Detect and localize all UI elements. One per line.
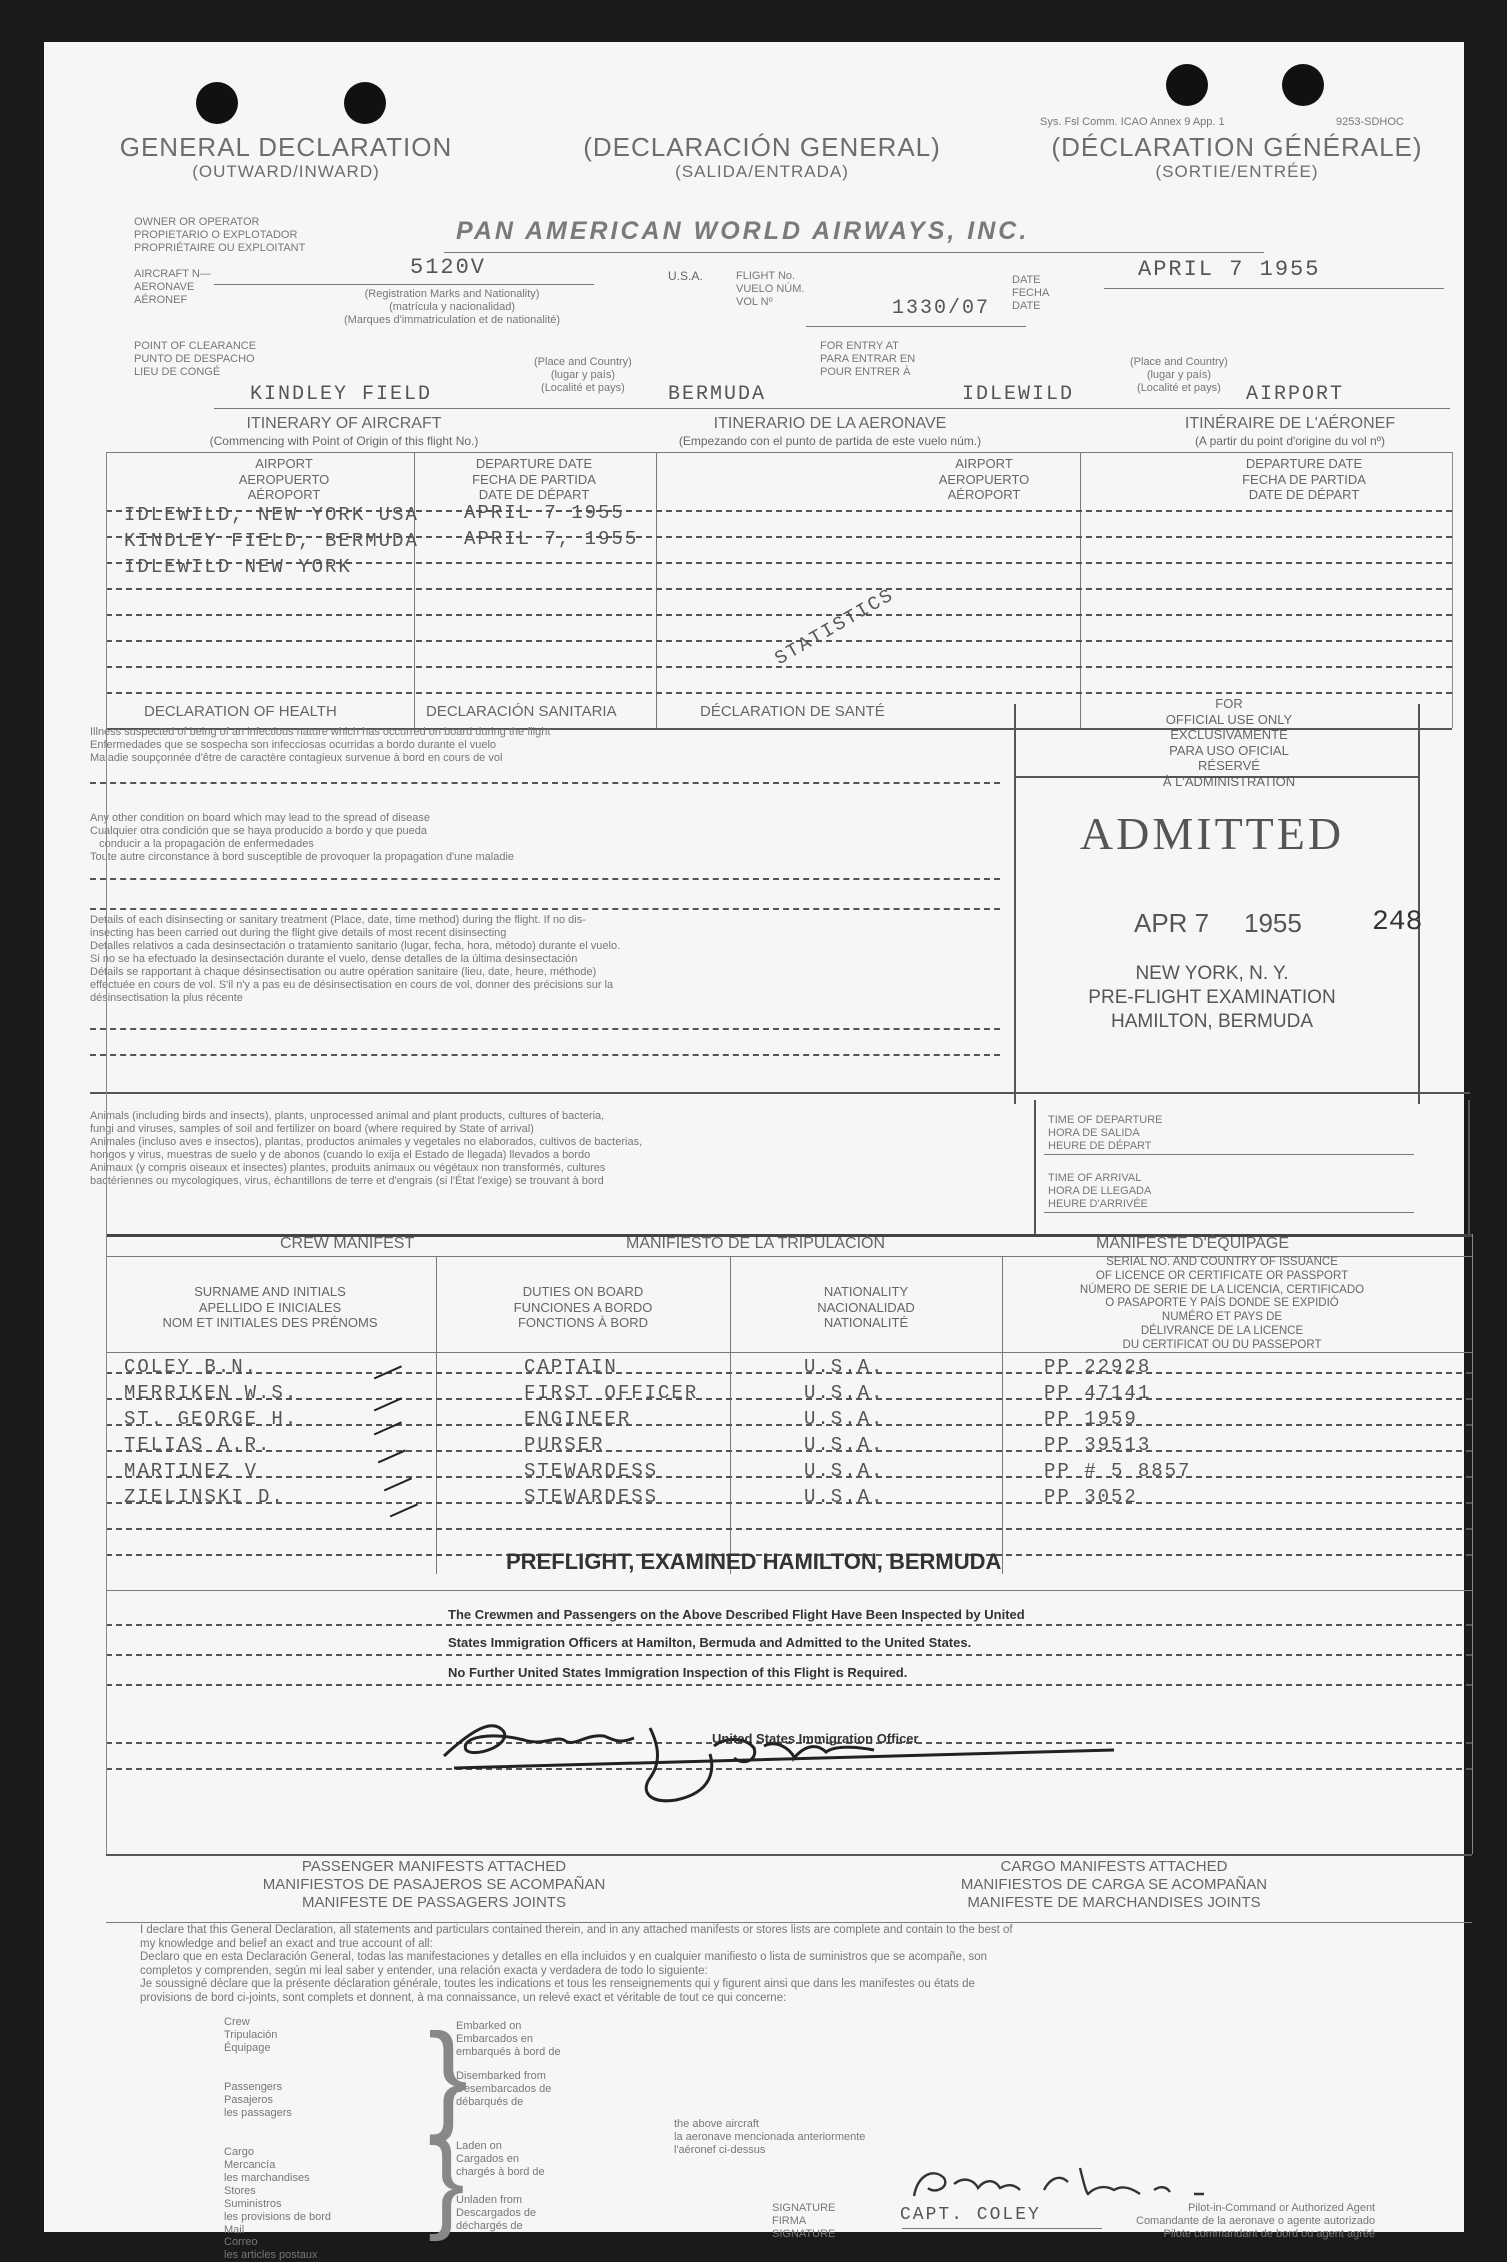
preflight-line-2: States Immigration Officers at Hamilton, Bermuda and Admitted to the United States.	[448, 1635, 972, 1650]
crew-document: PP 1959	[1044, 1408, 1138, 1430]
aircraft-country: U.S.A.	[668, 269, 703, 283]
crew-duty: STEWARDESS	[524, 1486, 659, 1508]
declaration-brace: }	[428, 2119, 465, 2242]
admitted-stamp-location: HAMILTON, BERMUDA	[1111, 1011, 1313, 1032]
preflight-line-3: No Further United States Immigration Inspection of this Flight is Required.	[448, 1665, 908, 1680]
registration-note: (Registration Marks and Nationality) (matrícula y nacionalidad) (Marques d'immatriculation et de nationalité)	[344, 288, 561, 326]
itinerary-row-airport: KINDLEY FIELD, BERMUDA	[124, 530, 419, 552]
itinerary-row-date: APRIL 7, 1955	[464, 528, 639, 550]
col-airport: AIRPORT AEROPUERTO AÉROPORT	[938, 456, 1030, 503]
admitted-stamp-date: APR 7	[1134, 908, 1210, 938]
punch-hole	[344, 82, 386, 124]
col-duties: DUTIES ON BOARD FUNCIONES A BORDO FONCTIONS À BORD	[513, 1284, 653, 1331]
passenger-manifests: PASSENGER MANIFESTS ATTACHED MANIFIESTOS DE PASAJEROS SE ACOMPAÑAN MANIFESTE DE PASSAGERS JOINTS	[262, 1858, 606, 1911]
col-departure: DEPARTURE DATE FECHA DE PARTIDA DATE DE DÉPART	[1242, 456, 1366, 503]
col-licence: SERIAL NO. AND COUNTRY OF ISSUANCE OF LICENCE OR CERTIFICATE OR PASSPORT NÚMERO DE SERIE DE LA LICENCIA, CERTIFICADO O PASAPORTE Y PAÍS DONDE SE EXPIDIÓ NUMÉRO ET PAYS DE DÉLIVRANCE DE LA LICENCE DU CERTIFICAT OU DU PASSEPORT	[1079, 1256, 1365, 1351]
disembarked-label: Disembarked from Desembarcados de débarqués de	[456, 2070, 552, 2108]
cargo-manifests: CARGO MANIFESTS ATTACHED MANIFIESTOS DE CARGA SE ACOMPAÑAN MANIFESTE DE MARCHANDISES JOINTS	[960, 1858, 1268, 1911]
crew-name: COLEY B.N.	[124, 1356, 259, 1378]
owner-label: OWNER OR OPERATOR PROPIETARIO O EXPLOTADOR PROPRIÉTAIRE OU EXPLOITANT	[134, 216, 306, 254]
clearance-place: KINDLEY FIELD	[250, 383, 433, 406]
date-label: DATE FECHA DATE	[1012, 274, 1050, 312]
embarked-label: Embarked on Embarcados en embarqués à bord de	[456, 2020, 561, 2058]
check-mark	[368, 1353, 402, 1380]
col-nationality: NATIONALITY NACIONALIDAD NATIONALITÉ	[817, 1284, 915, 1331]
admitted-stamp-preflight: PRE-FLIGHT EXAMINATION	[1088, 987, 1336, 1008]
flight-date: APRIL 7 1955	[1138, 257, 1321, 282]
title-spanish: (DECLARACIÓN GENERAL) (SALIDA/ENTRADA)	[583, 132, 941, 182]
crew-duty: STEWARDESS	[524, 1460, 659, 1482]
flight-number: 1330/07	[892, 297, 991, 320]
crew-name: ZIELINSKI D.	[124, 1486, 285, 1508]
crew-document: PP 22928	[1044, 1356, 1152, 1378]
col-airport: AIRPORT AEROPUERTO AÉROPORT	[238, 456, 330, 503]
crew-document: PP 47141	[1044, 1382, 1152, 1404]
preflight-line-1: The Crewmen and Passengers on the Above Described Flight Have Been Inspected by United	[448, 1607, 1025, 1622]
time-of-arrival: TIME OF ARRIVAL HORA DE LLEGADA HEURE D'ARRIVÉE	[1048, 1172, 1152, 1210]
immigration-officer-signature	[414, 1688, 1134, 1818]
itinerary-row-airport: IDLEWILD NEW YORK	[124, 556, 352, 578]
declaration-form	[44, 42, 1464, 2262]
laden-label: Laden on Cargados en chargés à bord de	[456, 2140, 545, 2178]
captain-signature-name: CAPT. COLEY	[900, 2205, 1041, 2225]
crew-name: MARTINEZ V	[124, 1460, 259, 1482]
owner-value: PAN AMERICAN WORLD AIRWAYS, INC.	[456, 217, 1030, 245]
col-name: SURNAME AND INITIALS APELLIDO E INICIALES NOM ET INITIALES DES PRÉNOMS	[162, 1284, 378, 1331]
entry-label: FOR ENTRY AT PARA ENTRAR EN POUR ENTRER À	[820, 340, 916, 378]
crew-document: PP 39513	[1044, 1434, 1152, 1456]
check-mark	[372, 1437, 406, 1464]
punch-hole	[196, 82, 238, 124]
itinerary-heading-en: ITINERARY OF AIRCRAFT (Commencing with Point of Origin of this flight No.)	[209, 415, 479, 449]
punch-hole	[1282, 64, 1324, 106]
health-conditions: Any other condition on board which may lead to the spread of disease Cualquier otra condición que se haya producido a bordo y que pueda conducir a la propagación de enfermedades Toute autre circonstance à bord susceptible de provoquer la propagation d'une maladie	[90, 812, 515, 863]
clearance-label: POINT OF CLEARANCE PUNTO DE DESPACHO LIEU DE CONGÉ	[134, 340, 257, 378]
aircraft-label: AIRCRAFT N— AERONAVE AÉRONEF	[134, 268, 211, 306]
crew-duty: FIRST OFFICER	[524, 1382, 699, 1404]
entry-place-note: (Place and Country) (lugar y país) (Localité et pays)	[1130, 356, 1228, 394]
crew-duty: CAPTAIN	[524, 1356, 618, 1378]
title-french: (DÉCLARATION GÉNÉRALE) (SORTIE/ENTRÉE)	[1051, 132, 1423, 182]
check-mark	[384, 1491, 418, 1518]
crew-heading-en: CREW MANIFEST	[280, 1235, 415, 1252]
crew-nationality: U.S.A.	[804, 1408, 885, 1430]
statistics-stamp: STATISTICS	[771, 583, 899, 670]
check-mark	[368, 1385, 402, 1412]
time-of-departure: TIME OF DEPARTURE HORA DE SALIDA HEURE DE DÉPART	[1048, 1114, 1163, 1152]
aircraft-reference: the above aircraft la aeronave mencionada anteriormente l'aéronef ci-dessus	[674, 2118, 866, 2156]
crew-nationality: U.S.A.	[804, 1356, 885, 1378]
form-reference: Sys. Fsl Comm. ICAO Annex 9 App. 1	[1040, 116, 1225, 128]
crew-name: TELIAS A.R.	[124, 1434, 272, 1456]
check-mark	[378, 1465, 412, 1492]
col-departure: DEPARTURE DATE FECHA DE PARTIDA DATE DE DÉPART	[472, 456, 596, 503]
itinerary-heading-fr: ITINÉRAIRE DE L'AÉRONEF (A partir du point d'origine du vol nº)	[1184, 415, 1396, 449]
admitted-stamp-title: ADMITTED	[1079, 808, 1345, 859]
health-disinsecting: Details of each disinsecting or sanitary treatment (Place, date, time method) during the flight. If no dis- insecting has been carried out during the flight give details of most recent disinsecting Detalles relativos a cada desinsectación o tratamiento sanitario (lugar, fecha, hora, método) durante el vuelo. Si no se ha efectuado la desinsectación durante el vuelo, dense detalles de la última desinsectación Détails se rapportant à chaque désinsectisation ou autre opération sanitaire (lieu, date, heure, méthode) effectuée en cours de vol. S'il n'y a pas eu de désinsectisation en cours de vol, donner des précisions sur la désinsectisation la plus récente	[90, 914, 621, 1004]
crew-name: ST. GEORGE H.	[124, 1408, 299, 1430]
preflight-banner: PREFLIGHT, EXAMINED HAMILTON, BERMUDA	[506, 1549, 1002, 1574]
crew-nationality: U.S.A.	[804, 1460, 885, 1482]
entry-country: AIRPORT	[1246, 383, 1345, 406]
health-animals: Animals (including birds and insects), plants, unprocessed animal and plant products, cultures of bacteria, fungi and viruses, samples of soil and fertilizer on board (where required by State of arrival) Animales (incluso aves e insectos), plantas, productos animales y vegetales no elaborados, cultivos de bacterias, hongos y virus, muestras de suelo y de abonos (cuando lo exija el Estado de llegada) llevados a bordo Animaux (y compris oiseaux et insectes) plantes, produits animaux ou végétaux non transformés, cultures bactériennes ou mycologiques, virus, échantillons de terre et d'engrais (si l'État l'exige) se trouvant à bord	[90, 1110, 643, 1187]
entry-place: IDLEWILD	[962, 383, 1075, 406]
unladen-label: Unladen from Descargados de déchargés de	[456, 2194, 537, 2232]
crew-nationality: U.S.A.	[804, 1382, 885, 1404]
itinerary-row-airport: IDLEWILD, NEW YORK USA	[124, 504, 419, 526]
crew-duty: ENGINEER	[524, 1408, 632, 1430]
clearance-country: BERMUDA	[668, 383, 767, 406]
crew-document: PP 3052	[1044, 1486, 1138, 1508]
admitted-stamp-city: NEW YORK, N. Y.	[1135, 963, 1289, 984]
itinerary-row-date: APRIL 7 1955	[464, 502, 625, 524]
signature-label: SIGNATURE FIRMA SIGNATURE	[772, 2202, 836, 2240]
declaration-text: I declare that this General Declaration, all statements and particulars contained therein, and in any attached manifests or stores lists are complete and contain to the best of my knowledge and belief an exact and true account of all: Declaro que en esta Declaración General, todas las manifestaciones y detalles en ella incluidos y en cualquier manifiesto o lista de suministros que se acompañe, son completos y comprenden, según mi leal saber y entender, una relación exacta y verdadera de todo lo siguiente: Je soussigné déclare que la présente déclaration générale, toutes les indications et tous les renseignements qui y figurent ainsi que dans les manifestes ou états de provisions de bord ci-joints, sont complets et donnent, à ma connaissance, un relevé exact et véritable de tout ce qui concerne:	[140, 1924, 1013, 2004]
crew-heading-fr: MANIFESTE D'ÉQUIPAGE	[1096, 1235, 1290, 1252]
health-heading-fr: DÉCLARATION DE SANTÉ	[700, 703, 885, 720]
form-number: 9253-SDHOC	[1336, 116, 1404, 128]
declaration-items: Crew Tripulación Équipage Passengers Pasajeros les passagers Cargo Mercancía les marchandises Stores Suministros les provisions de bord Mail Correo les articles postaux	[224, 2016, 332, 2262]
flight-label: FLIGHT No. VUELO NÚM. VOL Nº	[736, 270, 805, 308]
crew-name: MERRIKEN W.S.	[124, 1382, 299, 1404]
immigration-officer-label: United States Immigration Officer	[712, 1731, 919, 1746]
title-english: GENERAL DECLARATION (OUTWARD/INWARD)	[119, 132, 453, 182]
admitted-stamp-year: 1955	[1244, 908, 1302, 938]
health-heading-en: DECLARATION OF HEALTH	[144, 703, 337, 720]
health-heading-es: DECLARACIÓN SANITARIA	[426, 703, 617, 720]
admitted-stamp-number: 248	[1372, 907, 1423, 938]
clearance-place-note: (Place and Country) (lugar y país) (Localité et pays)	[534, 356, 632, 394]
itinerary-heading-es: ITINERARIO DE LA AERONAVE (Empezando con el punto de partida de este vuelo núm.)	[678, 415, 982, 449]
official-use-label: FOR OFFICIAL USE ONLY EXCLUSIVAMENTE PARA USO OFICIAL RÉSERVÉ À L'ADMINISTRATION	[1162, 696, 1296, 789]
aircraft-registration: 5120V	[410, 255, 487, 280]
check-mark	[368, 1409, 402, 1436]
pilot-in-command-label: Pilot-in-Command or Authorized Agent Comandante de la aeronave o agente autorizado Pilote commandant de bord ou agent agréé	[1136, 2202, 1376, 2240]
health-illness: Illness suspected of being of an infectious nature which has occurred on board during the flight Enfermedades que se sospecha son infecciosas ocurridas a bordo durante el vuelo Maladie soupçonnée d'être de caractère contagieux survenue à bord en cours de vol	[90, 726, 551, 764]
declaration-brace: }	[428, 2009, 469, 2143]
crew-duty: PURSER	[524, 1434, 605, 1456]
punch-hole	[1166, 64, 1208, 106]
crew-nationality: U.S.A.	[804, 1486, 885, 1508]
crew-document: PP # 5 8857	[1044, 1460, 1192, 1482]
crew-heading-es: MANIFIESTO DE LA TRIPULACIÓN	[626, 1235, 886, 1252]
crew-nationality: U.S.A.	[804, 1434, 885, 1456]
